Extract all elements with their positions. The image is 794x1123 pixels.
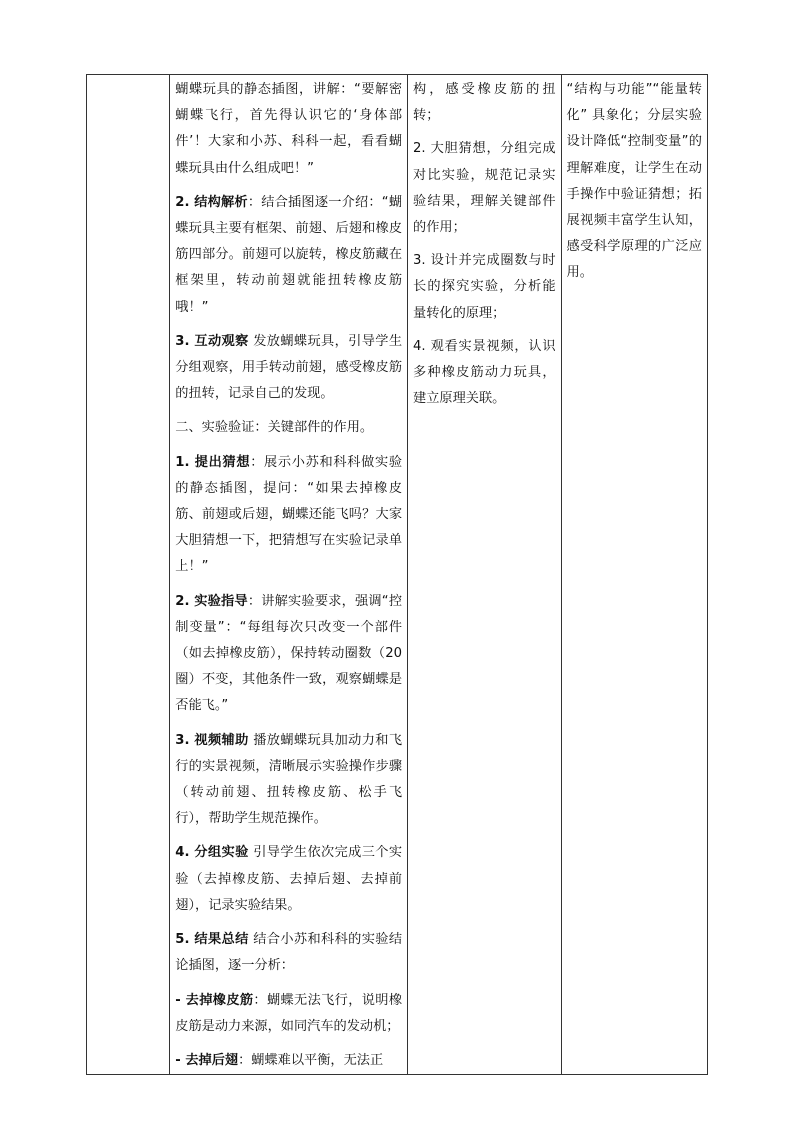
paragraph: 1. 提出猜想：展示小苏和科科做实验的静态插图，提问：“如果去掉橡皮筋、前翅或后翅，蝴蝶还能飞吗？大家大胆猜想一下，把猜想写在实验记录单上！” [175,454,403,575]
paragraph: 4. 观看实景视频，认识多种橡皮筋动力玩具，建立原理关联。 [413,338,556,407]
design-intent-cell [561,75,707,1075]
paragraph: 5. 结果总结 结合小苏和科科的实验结论插图，逐一分析： [175,932,403,974]
paragraph: 2. 实验指导：讲解实验要求，强调“控制变量”：“每组每次只改变一个部件（如去掉橡皮筋），保持转动圈数（20 圈）不变，其他条件一致，观察蝴蝶是否能飞。” [175,593,403,714]
paragraph: “结构与功能”“能量转化” 具象化；分层实验设计降低“控制变量”的理解难度，让学生在动手操作中验证猜想；拓展视频丰富学生认知，感受科学原理的广泛应用。 [566,82,702,281]
student-activity-cell [408,75,561,1075]
paragraph: 3. 设计并完成圈数与时长的探究实验，分析能量转化的原理； [413,253,556,321]
paragraph: 3. 互动观察 发放蝴蝶玩具，引导学生分组观察，用手转动前翅，感受橡皮筋的扭转，记录自己的发现。 [175,333,403,402]
paragraph: 3. 视频辅助 播放蝴蝶玩具加动力和飞行的实景视频，清晰展示实验操作步骤（转动前翅、扭转橡皮筋、松手飞行），帮助学生规范操作。 [175,732,403,827]
paragraph: 4. 分组实验 引导学生依次完成三个实验（去掉橡皮筋、去掉后翅、去掉前翅），记录实验结果。 [175,845,403,913]
paragraph: 2. 大胆猜想，分组完成对比实验，规范记录实验结果，理解关键部件的作用； [413,141,556,236]
paragraph: - 去掉后翅：蝴蝶难以平衡，无法正 [175,1052,384,1068]
column-1-cell [87,75,170,1075]
table-row [87,75,708,1075]
paragraph: 构，感受橡皮筋的扭转； [413,82,556,124]
paragraph: 2. 结构解析：结合插图逐一介绍：“蝴蝶玩具主要有框架、前翅、后翅和橡皮筋四部分。前翅可以旋转，橡皮筋藏在框架里，转动前翅就能扭转橡皮筋哦！” [175,194,403,315]
teacher-activity-cell [170,75,408,1075]
column-1-text [87,75,169,77]
paragraph: 蝴蝶玩具的静态插图，讲解：“要解密蝴蝶飞行，首先得认识它的‘身体部件’！大家和小苏、科科一起，看看蝴蝶玩具由什么组成吧！” [175,82,403,176]
paragraph: - 去掉橡皮筋：蝴蝶无法飞行，说明橡皮筋是动力来源，如同汽车的发动机； [175,992,403,1034]
section-heading: 二、实验验证：关键部件的作用。 [175,420,374,436]
lesson-plan-table [86,74,708,1075]
